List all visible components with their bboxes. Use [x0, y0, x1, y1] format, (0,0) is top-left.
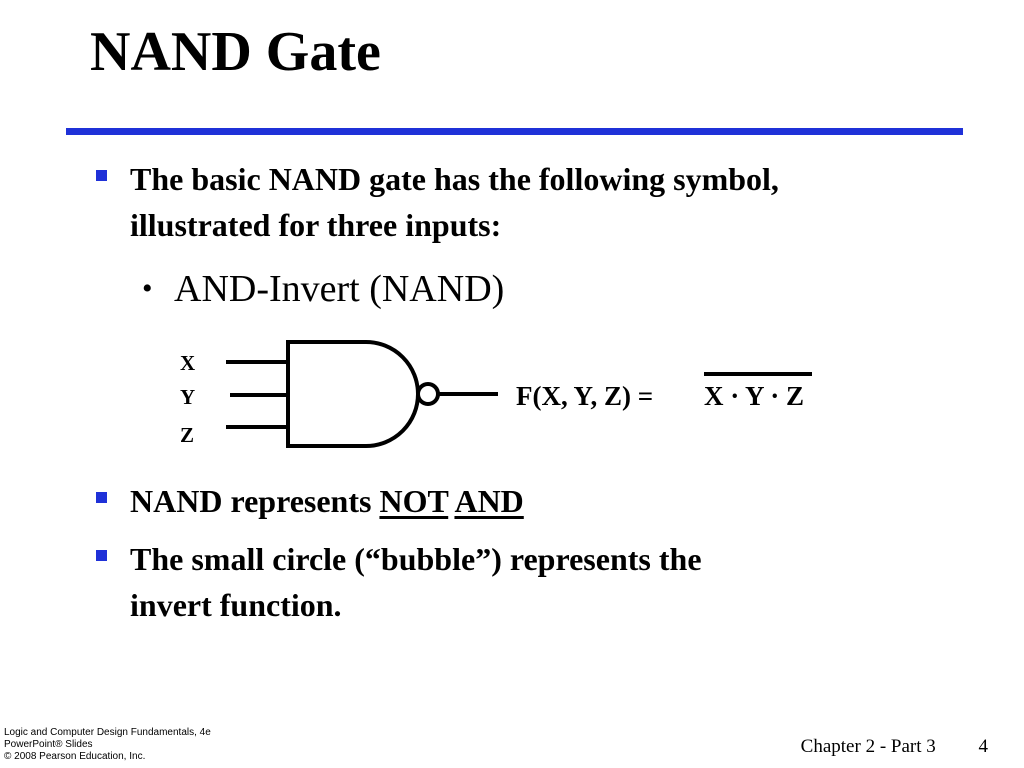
title-divider	[66, 128, 963, 135]
underlined-not: NOT	[379, 483, 449, 519]
nand-gate-diagram	[170, 330, 830, 460]
footer-book-credit	[4, 727, 211, 763]
input-label-y: Y	[180, 385, 196, 409]
bullet-line: The small circle (“bubble”) represents the	[130, 541, 702, 577]
footer-chapter-info	[801, 736, 988, 758]
footer-book-title: Logic and Computer Design Fundamentals, 4e	[4, 727, 211, 738]
square-bullet-icon	[96, 492, 107, 503]
footer-slides-label: PowerPoint® Slides	[4, 739, 93, 750]
bullet-line: invert function.	[130, 587, 342, 623]
inverter-bubble-icon	[418, 384, 438, 404]
footer-chapter: Chapter 2 - Part 3	[800, 736, 936, 757]
underlined-and: AND	[454, 483, 524, 519]
bullet-not-and	[130, 478, 524, 524]
footer-copyright: © 2008 Pearson Education, Inc.	[4, 751, 146, 762]
sub-bullet-text: AND-Invert (NAND)	[174, 268, 505, 310]
bullet-text: NAND represents	[130, 483, 372, 519]
nand-gate-body	[288, 342, 418, 446]
input-label-z: Z	[180, 423, 195, 447]
square-bullet-icon	[96, 550, 107, 561]
round-bullet-icon: •	[142, 272, 153, 305]
bullet-line: illustrated for three inputs:	[130, 207, 502, 243]
square-bullet-icon	[96, 170, 107, 181]
bullet-line: The basic NAND gate has the following symbol,	[130, 161, 779, 197]
bullet-nand-symbol	[130, 156, 779, 248]
bullet-bubble	[130, 536, 702, 628]
footer-page-number: 4	[978, 736, 988, 757]
slide-title: NAND Gate	[90, 21, 381, 83]
equation-lhs: F(X, Y, Z) =	[516, 381, 654, 411]
input-label-x: X	[180, 351, 196, 375]
equation-rhs: X · Y · Z	[704, 381, 805, 411]
